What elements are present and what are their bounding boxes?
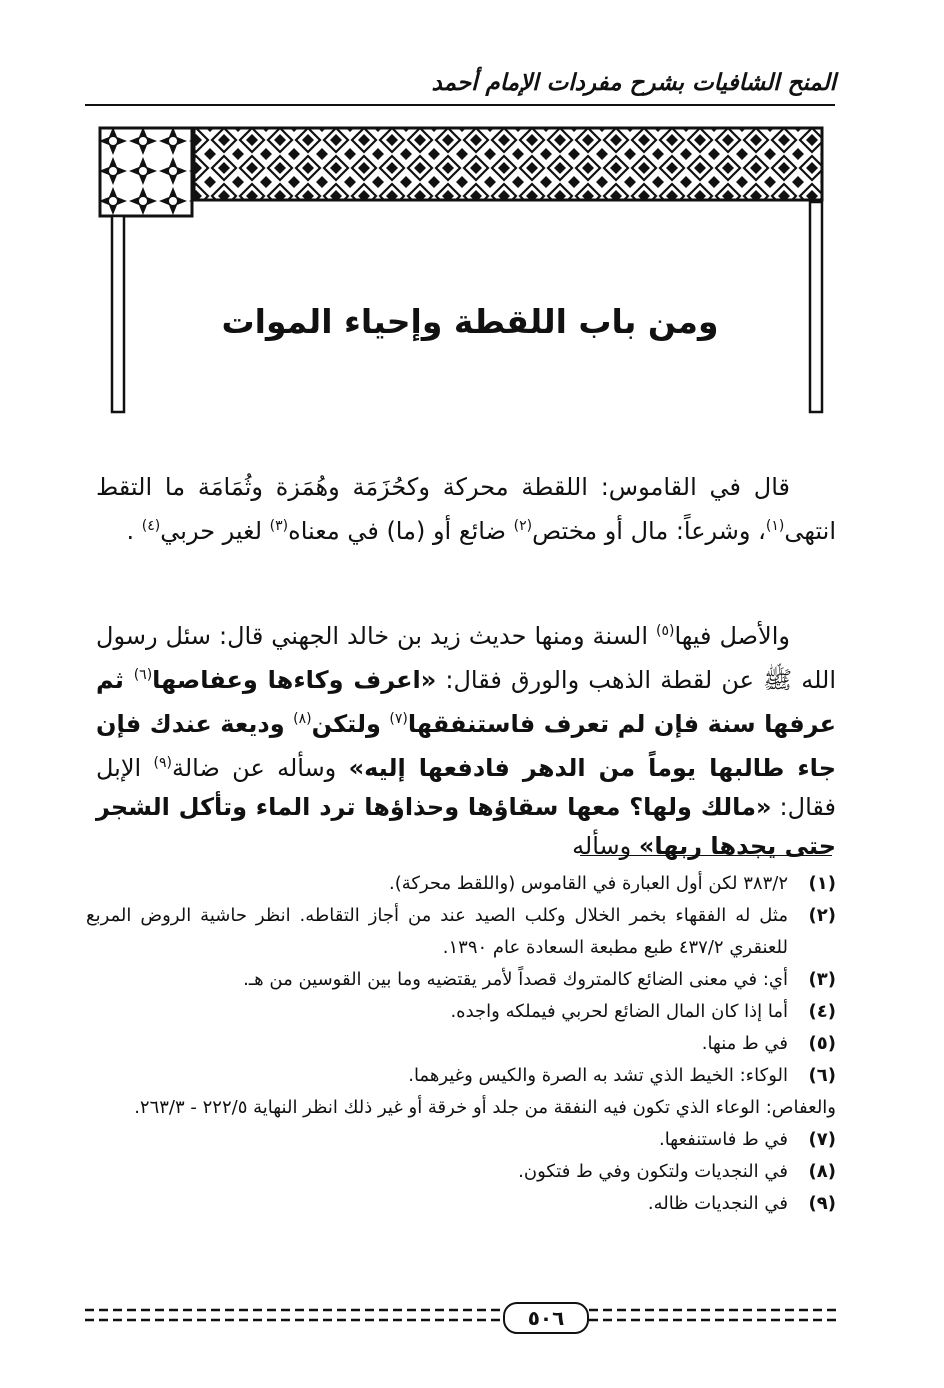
footnote-number: (٩) <box>808 1193 836 1214</box>
footnote-separator <box>580 855 832 856</box>
footnote-text: في ط منها. <box>701 1033 788 1054</box>
footnote-ref: (٧) <box>389 711 408 727</box>
footnote-number: (٦) <box>808 1065 836 1086</box>
footer-rule <box>85 1296 837 1336</box>
footnote-text: والعفاص: الوعاء الذي تكون فيه النفقة من جلد أو خرقة أو غير ذلك انظر النهاية ٢٢٢/٥ - ٢٦٣/٣. <box>134 1097 836 1118</box>
footnote-text: الوكاء: الخيط الذي تشد به الصرة والكيس وغيرهما. <box>408 1065 788 1086</box>
paragraph-definition <box>96 468 836 551</box>
footnote <box>86 868 836 900</box>
page-footer <box>85 1296 837 1336</box>
footnote <box>86 1124 836 1156</box>
footnote-ref: (١) <box>765 518 785 534</box>
footnote-text: ٣٨٣/٢ لكن أول العبارة في القاموس (واللقط محركة). <box>388 873 788 894</box>
footnote <box>86 1188 836 1220</box>
footnote-number: (٨) <box>808 1161 836 1182</box>
footnote-text: مثل له الفقهاء بخمر الخلال وكلب الصيد عند من أجاز التقاطه. انظر حاشية الروض المربع للعنقري ٤٣٧/٢ طبع مطبعة السعادة عام ١٣٩٠. <box>86 905 788 958</box>
footnote <box>86 900 836 964</box>
footnote-number: (٥) <box>808 1033 836 1054</box>
footnotes <box>86 868 836 1220</box>
hadith-quote: ثم عرفها سنة فإن لم تعرف فاستنفقها <box>96 666 836 738</box>
hadith-quote: «مالك ولها؟ معها سقاؤها وحذاؤها ترد الماء وتأكل الشجر حتى يجدها ربها» <box>96 793 836 860</box>
hadith-quote: وديعة عندك فإن جاء طالبها يوماً من الدهر فادفعها إليه» <box>96 710 836 782</box>
text-run: وسأله عن ضالة <box>172 754 349 782</box>
text-run: . <box>126 517 142 545</box>
footnote <box>86 964 836 996</box>
footnote-number: (٧) <box>808 1129 836 1150</box>
text-run: ، وشرعاً: مال أو مختص <box>532 517 766 545</box>
footnote <box>86 1156 836 1188</box>
footnote-ref: (٣) <box>269 518 289 534</box>
running-header: المنح الشافيات بشرح مفردات الإمام أحمد <box>431 70 836 96</box>
footnote-number: (٤) <box>808 1001 836 1022</box>
footnote <box>86 996 836 1028</box>
footnote-ref: (٤) <box>141 518 161 534</box>
footnote-number: (١) <box>808 873 836 894</box>
text-run: السنة ومنها حديث زيد بن خالد الجهني قال: سئل رسول الله ﷺ عن لقطة الذهب والورق فقال: <box>96 622 837 694</box>
text-run: الإبل فقال: <box>96 754 837 821</box>
footnote-ref: (٦) <box>133 667 153 683</box>
text-run: وسأله <box>572 832 639 860</box>
text-run: ضائع أو (ما) في معناه <box>288 517 514 545</box>
footnote-number: (٣) <box>808 969 836 990</box>
footnote <box>86 1060 836 1092</box>
footnote-continuation <box>86 1092 836 1124</box>
page-number: ٥٠٦ <box>503 1302 589 1334</box>
footnote-text: أما إذا كان المال الضائع لحربي فيملكه واجده. <box>450 1001 788 1022</box>
paragraph-evidence <box>96 612 836 866</box>
chapter-title: ومن باب اللقطة وإحياء الموات <box>221 302 719 341</box>
footnote-ref: (٨) <box>293 711 312 727</box>
footnote-ref: (٥) <box>655 623 675 639</box>
hadith-quote: «اعرف وكاءها وعفاصها <box>152 666 437 694</box>
text-run: والأصل فيها <box>674 622 790 650</box>
footnote-number: (٢) <box>808 905 836 926</box>
footnote-text: في ط فاستنفعها. <box>658 1129 788 1150</box>
text-run: لغير حربي <box>160 517 270 545</box>
hadith-quote: ولتكن <box>311 710 390 738</box>
chapter-ornament-frame <box>98 126 826 416</box>
text-run: قال في القاموس: اللقطة محركة وكحُزَمَة وهُمَزة وثُمَامَة ما التقط انتهى <box>96 473 836 545</box>
footnote-ref: (٩) <box>153 755 172 771</box>
footnote-text: في النجديات ولتكون وفي ط فتكون. <box>518 1161 788 1182</box>
header-rule <box>85 104 835 106</box>
footnote <box>86 1028 836 1060</box>
footnote-text: أي: في معنى الضائع كالمتروك قصداً لأمر يقتضيه وما بين القوسين من هـ. <box>243 969 788 990</box>
footnote-ref: (٢) <box>513 518 533 534</box>
footnote-text: في النجديات ظاله. <box>647 1193 788 1214</box>
